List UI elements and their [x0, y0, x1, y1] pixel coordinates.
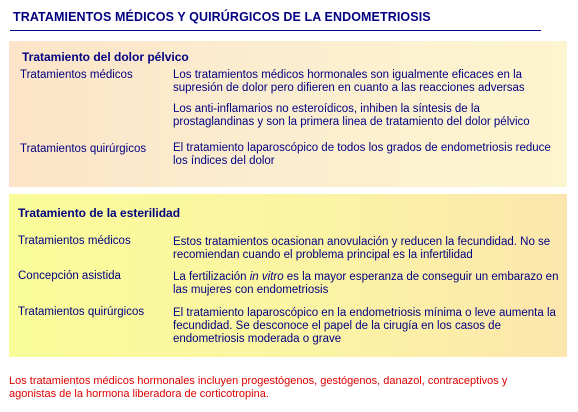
in-vitro-italic: in vitro: [249, 271, 284, 283]
infertility-surgical-text: El tratamiento laparoscópico en la endometriosis mínima o leve aumenta la fecundidad. Se desconoce el papel de la cirugía en los casos de endometriosis moderada o grave: [173, 307, 556, 345]
pain-medical-label: Tratamientos médicos: [20, 69, 133, 81]
infertility-treatment-panel: [9, 194, 567, 357]
pelvic-pain-treatment-panel: [9, 41, 567, 187]
assisted-conception-text-start: La fertilización: [173, 271, 250, 283]
infertility-heading: Tratamiento de la esterilidad: [18, 206, 181, 220]
pain-medical-text-1: Los tratamientos médicos hormonales son igualmente eficaces en la supresión de dolor pero difieren en cuanto a las reacciones adversas: [173, 69, 525, 94]
infertility-surgical-label: Tratamientos quirúrgicos: [18, 306, 145, 318]
assisted-conception-label: Concepción asistida: [18, 270, 121, 282]
page-title: TRATAMIENTOS MÉDICOS Y QUIRÚRGICOS DE LA ENDOMETRIOSIS: [13, 10, 431, 24]
pain-medical-text-2: Los anti-inflamarios no esteroídicos, inhiben la síntesis de la prostaglandinas y son la primera linea de tratamiento del dolor pélvico: [173, 103, 530, 128]
assisted-conception-text-end: es la mayor esperanza de conseguir un embarazo en las mujeres con endometriosis: [173, 271, 559, 296]
assisted-conception-text: [173, 271, 563, 297]
pelvic-pain-heading: Tratamiento del dolor pélvico: [22, 50, 189, 64]
pain-surgical-label: Tratamientos quirúrgicos: [20, 143, 147, 155]
hormonal-treatments-footnote: Los tratamientos médicos hormonales incluyen progestógenos, gestógenos, danazol, contraceptivos y agonistas de la hormona liberadora de corticotropina.: [9, 375, 508, 400]
pain-surgical-text: El tratamiento laparoscópico de todos los grados de endometriosis reduce los índices del dolor: [173, 142, 551, 167]
infertility-medical-text: Estos tratamientos ocasionan anovulación y reducen la fecundidad. No se recomiendan cuando el problema principal es la infertilidad: [173, 236, 551, 261]
infertility-medical-label: Tratamientos médicos: [18, 235, 131, 247]
title-divider: [10, 30, 541, 31]
